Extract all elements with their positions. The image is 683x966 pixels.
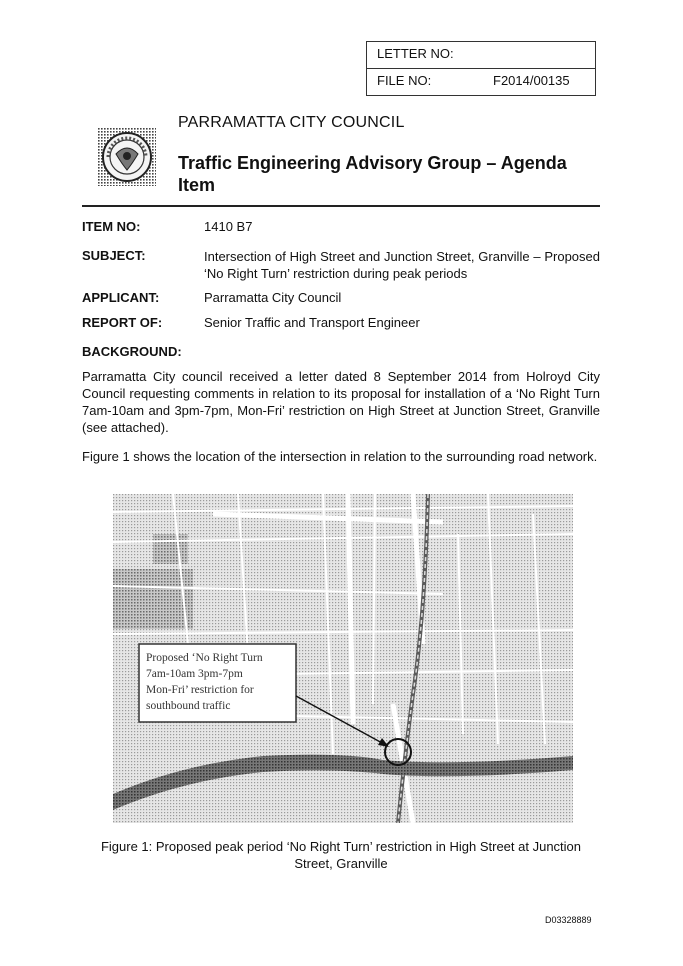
callout-line-4: southbound traffic <box>146 700 231 712</box>
document-title: Traffic Engineering Advisory Group – Agenda Item <box>178 153 567 195</box>
document-reference: D03328889 <box>545 915 592 925</box>
report-of-value: Senior Traffic and Transport Engineer <box>204 315 420 330</box>
applicant-value: Parramatta City Council <box>204 290 342 305</box>
file-no-value: F2014/00135 <box>493 73 570 88</box>
file-no-label: FILE NO: <box>377 73 432 88</box>
file-no-row <box>367 69 595 95</box>
background-heading: BACKGROUND: <box>82 344 182 359</box>
council-seal-icon <box>98 128 156 186</box>
callout-line-3: Mon-Fri’ restriction for <box>146 684 254 696</box>
figure-caption: Figure 1: Proposed peak period ‘No Right Turn’ restriction in High Street at Junction Street, Granville <box>100 839 582 871</box>
letter-no-label: LETTER NO: <box>377 46 454 61</box>
council-name: PARRAMATTA CITY COUNCIL <box>178 114 405 131</box>
reference-box <box>366 41 596 96</box>
subject-label: SUBJECT: <box>82 248 146 263</box>
callout-line-2: 7am-10am 3pm-7pm <box>146 668 243 680</box>
applicant-label: APPLICANT: <box>82 290 160 305</box>
item-no-label: ITEM NO: <box>82 219 141 234</box>
location-map <box>113 494 573 823</box>
header-divider <box>82 205 600 207</box>
subject-value: Intersection of High Street and Junction Street, Granville – Proposed ‘No Right Turn’ restriction during peak periods <box>204 249 600 281</box>
item-no-value: 1410 B7 <box>204 219 253 234</box>
background-paragraph: Parramatta City council received a letter dated 8 September 2014 from Holroyd City Council requesting comments in relation to its proposal for installation of a ‘No Right Turn 7am-10am and 3pm-7pm, Mon-Fri’ restriction on High Street at Junction Street, Granville (see attached). <box>82 369 600 435</box>
figure-intro-paragraph: Figure 1 shows the location of the intersection in relation to the surrounding road network. <box>82 449 598 464</box>
letter-no-row <box>367 42 595 69</box>
callout-line-1: Proposed ‘No Right Turn <box>146 652 263 664</box>
report-of-label: REPORT OF: <box>82 315 163 330</box>
